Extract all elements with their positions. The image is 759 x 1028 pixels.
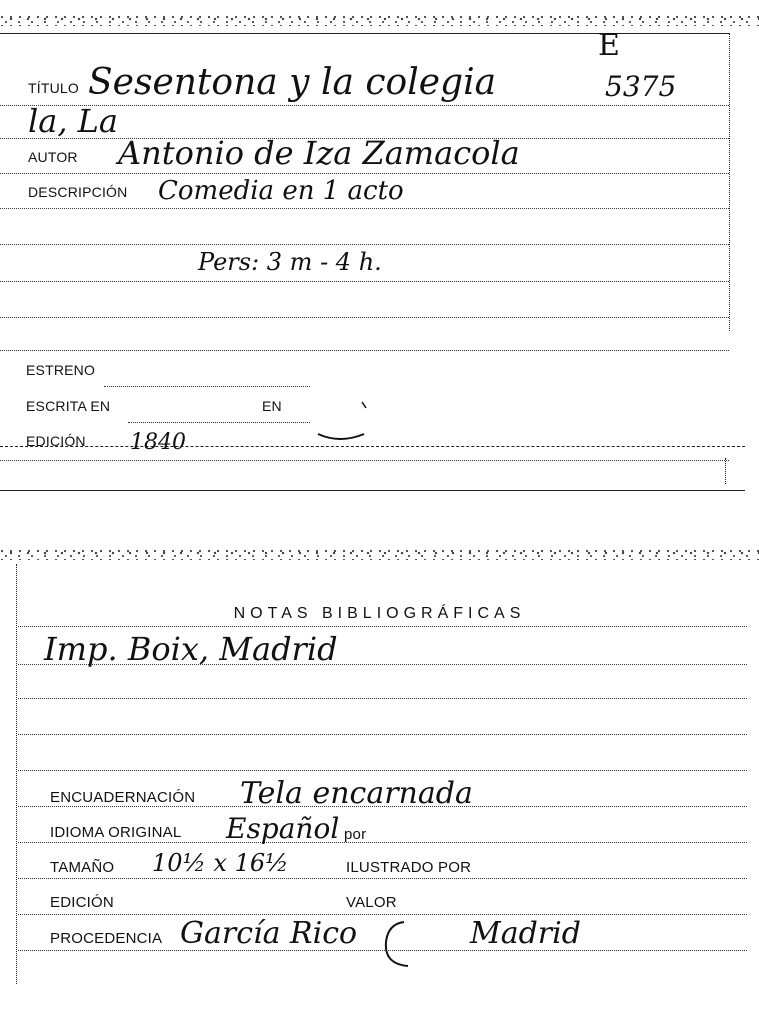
catalog-card-front bbox=[0, 0, 759, 500]
stamp-mark bbox=[378, 916, 438, 976]
ruled-line bbox=[18, 842, 747, 843]
catalog-card-back bbox=[0, 540, 759, 1028]
estreno-label: ESTRENO bbox=[26, 362, 96, 378]
catalog-number: 5375 bbox=[605, 70, 677, 103]
ruled-line bbox=[0, 244, 729, 245]
frame-bottom-line bbox=[0, 490, 745, 491]
idioma-label: IDIOMA ORIGINAL bbox=[50, 824, 182, 841]
ruled-line bbox=[0, 350, 729, 351]
encuadernacion-label: ENCUADERNACIÓN bbox=[50, 789, 196, 806]
titulo-label: TÍTULO bbox=[28, 80, 79, 96]
valor-label: VALOR bbox=[346, 894, 397, 911]
ruled-line bbox=[18, 734, 747, 735]
edition-line bbox=[0, 446, 745, 447]
autor-label: AUTOR bbox=[28, 149, 78, 165]
escrita-en-label: ESCRITA EN bbox=[26, 398, 111, 414]
ruled-line bbox=[18, 698, 747, 699]
encuadernacion-value: Tela encarnada bbox=[240, 776, 473, 811]
procedencia-value: García Rico bbox=[180, 916, 358, 951]
ruled-line bbox=[0, 173, 729, 174]
corner-mark: E bbox=[598, 28, 620, 63]
ruled-line bbox=[0, 208, 729, 209]
card-top-edge bbox=[0, 548, 759, 560]
procedencia-label: PROCEDENCIA bbox=[50, 930, 163, 947]
notas-header: NOTAS BIBLIOGRÁFICAS bbox=[233, 605, 526, 622]
descripcion-label: DESCRIPCIÓN bbox=[28, 184, 128, 200]
por-label: por bbox=[344, 826, 367, 843]
tamano-value: 10½ x 16½ bbox=[152, 849, 289, 877]
ruled-line bbox=[128, 422, 310, 423]
stamp-mark bbox=[312, 394, 372, 444]
edicion-label: EDICIÓN bbox=[26, 433, 86, 449]
ruled-line bbox=[18, 770, 747, 771]
procedencia-city: Madrid bbox=[470, 916, 581, 951]
personajes-value: Pers: 3 m - 4 h. bbox=[198, 248, 382, 276]
tamano-label: TAMAÑO bbox=[50, 859, 115, 876]
ruled-line bbox=[0, 460, 729, 461]
edicion-value: 1840 bbox=[130, 430, 186, 455]
frame-right-border-lower bbox=[725, 458, 726, 484]
descripcion-value: Comedia en 1 acto bbox=[158, 176, 404, 206]
frame-right-border bbox=[729, 33, 730, 331]
ilustrado-label: ILUSTRADO POR bbox=[346, 859, 472, 876]
ruled-line bbox=[18, 914, 747, 915]
ruled-line bbox=[18, 878, 747, 879]
ruled-line bbox=[0, 281, 729, 282]
titulo-continuation: la, La bbox=[28, 102, 118, 140]
en-label: EN bbox=[262, 398, 282, 414]
edicion-label: EDICIÓN bbox=[50, 894, 114, 911]
frame-left-border bbox=[16, 564, 17, 984]
autor-value: Antonio de Iza Zamacola bbox=[118, 134, 520, 172]
ruled-line bbox=[18, 626, 747, 627]
idioma-value: Español bbox=[226, 812, 340, 845]
card-top-edge bbox=[0, 14, 759, 26]
ruled-line bbox=[0, 317, 729, 318]
titulo-value: Sesentona y la colegia bbox=[88, 62, 497, 103]
ruled-line bbox=[104, 386, 310, 387]
notas-line-1: Imp. Boix, Madrid bbox=[44, 630, 338, 668]
